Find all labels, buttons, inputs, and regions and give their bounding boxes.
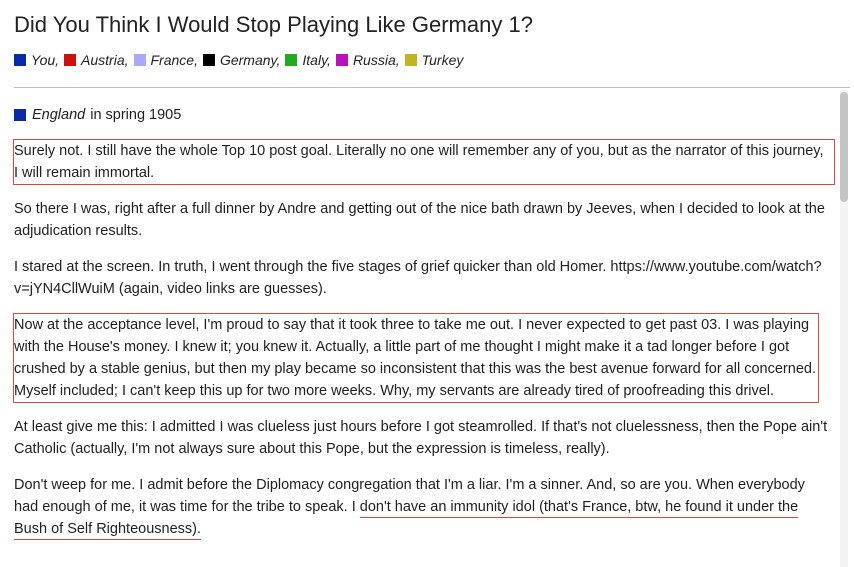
swatch-italy [285, 54, 297, 66]
swatch-you [14, 54, 26, 66]
legend-label: Germany, [219, 52, 281, 68]
message-paragraph: At least give me this: I admitted I was clueless just hours before I got steamrolled. If that's not cluelessness, then the Pope ain't Catholic (actually, I'm not always sure about this Pope, but the expression is timeless, really). [14, 419, 828, 457]
legend-label: You, [31, 52, 60, 68]
author-name: England [32, 107, 86, 123]
legend-label: Italy, [302, 52, 331, 68]
message-paragraph: I stared at the screen. In truth, I went through the five stages of grief quicker than old Homer. https://www.youtube.com/watch?v=jYN4CllWuiM (again, video links are guesses). [14, 259, 822, 297]
message-paragraph-highlighted: Surely not. I still have the whole Top 10 post goal. Literally no one will remember any of you, but as the narrator of this journey, I will remain immortal. [14, 140, 834, 184]
legend-you [14, 52, 59, 68]
message-header [14, 104, 830, 126]
paragraph-text: Don't weep for me. I admit before the Diplomacy congregation that I'm a liar. I'm a sinner. And, so are you. When everybody had enough of me, it was time for the tribe to speak. I [14, 477, 805, 515]
legend-italy [285, 52, 331, 68]
legend-label: France, [150, 52, 198, 68]
page-title: Did You Think I Would Stop Playing Like Germany 1? [14, 12, 533, 37]
legend-germany [203, 52, 280, 68]
scrollbar-thumb[interactable] [840, 92, 848, 202]
legend-label: Russia, [352, 52, 400, 68]
swatch-austria [64, 54, 76, 66]
underlined-text: don't have an immunity idol (that's France, btw, he found it under the Bush of Self Righteousness). [14, 499, 798, 540]
message-season: in spring 1905 [90, 107, 182, 123]
legend-label: Austria, [81, 52, 129, 68]
message-paragraph [14, 474, 830, 540]
swatch-germany [203, 54, 215, 66]
message-paragraph: So there I was, right after a full dinner by Andre and getting out of the nice bath drawn by Jeeves, when I decided to look at the adjudication results. [14, 201, 825, 239]
legend-turkey [405, 52, 464, 68]
header-divider [14, 87, 850, 88]
swatch-france [134, 54, 146, 66]
country-legend [14, 52, 468, 68]
swatch-russia [336, 54, 348, 66]
legend-russia [336, 52, 400, 68]
legend-label: Turkey [421, 52, 464, 68]
author-swatch [14, 109, 26, 121]
legend-austria [64, 52, 128, 68]
swatch-turkey [405, 54, 417, 66]
legend-france [134, 52, 198, 68]
message-thread [14, 100, 830, 554]
message-paragraph-highlighted: Now at the acceptance level, I'm proud to say that it took three to take me out. I never expected to get past 03. I was playing with the House's money. I knew it; you knew it. Actually, a little part of me thought I might make it a tad longer before I got crushed by a stable genius, but then my play became so inconsistent that this was the best avenue forward for all concerned. Myself included; I can't keep this up for two more weeks. Why, my servants are already tired of proofreading this drivel. [14, 314, 818, 402]
